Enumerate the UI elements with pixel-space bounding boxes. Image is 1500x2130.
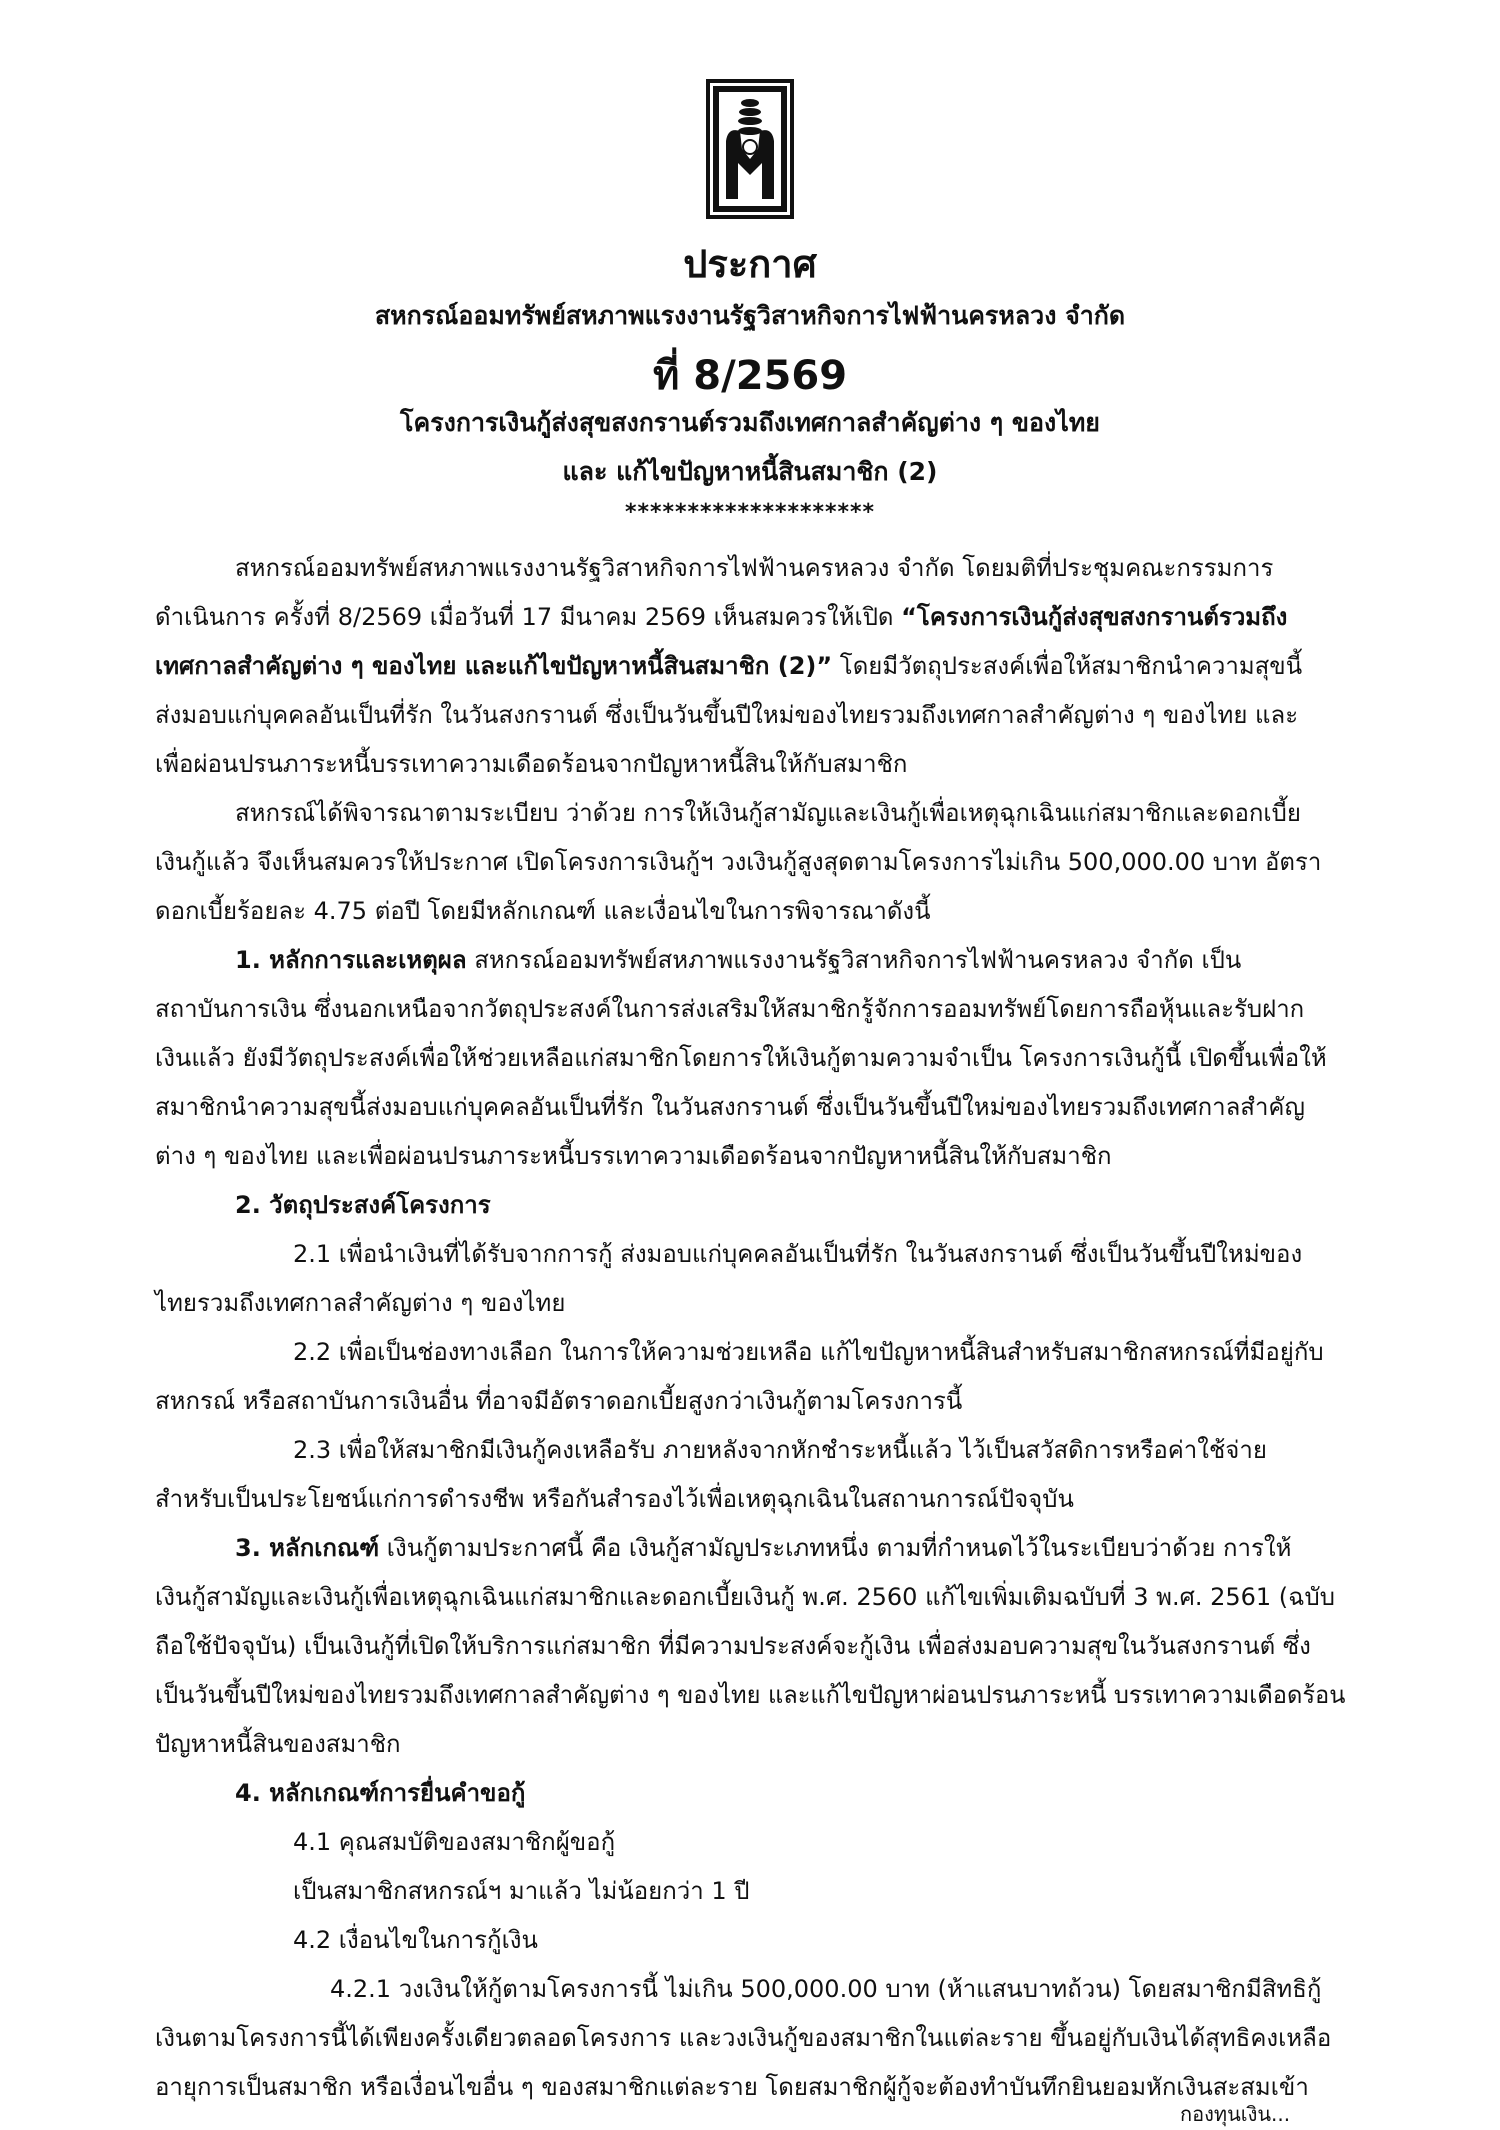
project-name-bold: เทศกาลสำคัญต่าง ๆ ของไทย และแก้ไขปัญหาหนี้สินสมาชิก (2)”: [155, 652, 833, 680]
paragraph-line: สหกรณ์ออมทรัพย์สหภาพแรงงานรัฐวิสาหกิจการไฟฟ้านครหลวง จำกัด โดยมติที่ประชุมคณะกรรมการ: [235, 554, 1274, 582]
paragraph-line: สหกรณ์ได้พิจารณาตามระเบียบ ว่าด้วย การให้เงินกู้สามัญและเงินกู้เพื่อเหตุฉุกเฉินแก่สมาชิกและดอกเบี้ย: [235, 799, 1301, 827]
project-title-line2: และ แก้ไขปัญหาหนี้สินสมาชิก (2): [562, 457, 938, 486]
list-item: 2.3 เพื่อให้สมาชิกมีเงินกู้คงเหลือรับ ภายหลังจากหักชำระหนี้แล้ว ไว้เป็นสวัสดิการหรือค่าใช้จ่าย: [293, 1436, 1267, 1464]
section-heading: 4. หลักเกณฑ์การยื่นคำขอกู้: [235, 1779, 526, 1807]
section-3: [235, 1528, 1291, 1567]
section-1: [235, 940, 1241, 979]
paragraph-line: เงินแล้ว ยังมีวัตถุประสงค์เพื่อให้ช่วยเหลือแก่สมาชิกโดยการให้เงินกู้ตามความจำเป็น โครงการเงินกู้นี้ เปิดขึ้นเพื่อให้: [155, 1044, 1327, 1072]
paragraph-line: [155, 597, 1287, 636]
paragraph-line: สมาชิกนำความสุขนี้ส่งมอบแก่บุคคลอันเป็นที่รัก ในวันสงกรานต์ ซึ่งเป็นวันขึ้นปีใหม่ของไทยรวมถึงเทศกาลสำคัญ: [155, 1093, 1305, 1121]
paragraph-line: เป็นสมาชิกสหกรณ์ฯ มาแล้ว ไม่น้อยกว่า 1 ปี: [293, 1877, 750, 1905]
announcement-number: ที่ 8/2569: [652, 353, 848, 399]
paragraph-line: ส่งมอบแก่บุคคลอันเป็นที่รัก ในวันสงกรานต์ ซึ่งเป็นวันขึ้นปีใหม่ของไทยรวมถึงเทศกาลสำคัญต่าง ๆ ของไทย และ: [155, 701, 1299, 729]
continuation-text: กองทุนเงิน...: [1180, 2102, 1291, 2126]
text-run: โดยมีวัตถุประสงค์เพื่อให้สมาชิกนำความสุขนี้: [832, 652, 1303, 680]
paragraph-line: [155, 646, 1302, 685]
paragraph-line: เงินกู้สามัญและเงินกู้เพื่อเหตุฉุกเฉินแก่สมาชิกและดอกเบี้ยเงินกู้ พ.ศ. 2560 แก้ไขเพิ่มเติมฉบับที่ 3 พ.ศ. 2561 (ฉบับ: [155, 1583, 1335, 1611]
paragraph-line: ปัญหาหนี้สินของสมาชิก: [155, 1730, 401, 1758]
paragraph-line: ดอกเบี้ยร้อยละ 4.75 ต่อปี โดยมีหลักเกณฑ์ และเงื่อนไขในการพิจารณาดังนี้: [155, 897, 931, 925]
document-title: ประกาศ: [683, 242, 817, 286]
text-run: สหกรณ์ออมทรัพย์สหภาพแรงงานรัฐวิสาหกิจการไฟฟ้านครหลวง จำกัด เป็น: [466, 946, 1242, 974]
paragraph-line: ต่าง ๆ ของไทย และเพื่อผ่อนปรนภาระหนี้บรรเทาความเดือดร้อนจากปัญหาหนี้สินให้กับสมาชิก: [155, 1142, 1112, 1170]
separator: ********************: [624, 500, 876, 525]
text-run: ดำเนินการ ครั้งที่ 8/2569 เมื่อวันที่ 17 มีนาคม 2569 เห็นสมควรให้เปิด: [155, 603, 902, 631]
section-heading: 3. หลักเกณฑ์: [235, 1534, 380, 1562]
paragraph-line: เพื่อผ่อนปรนภาระหนี้บรรเทาความเดือดร้อนจากปัญหาหนี้สินให้กับสมาชิก: [155, 750, 908, 778]
paragraph-line: อายุการเป็นสมาชิก หรือเงื่อนไขอื่น ๆ ของสมาชิกแต่ละราย โดยสมาชิกผู้กู้จะต้องทำบันทึกยินยอมหักเงินสะสมเข้า: [155, 2073, 1309, 2101]
section-heading: 1. หลักการและเหตุผล: [235, 946, 467, 974]
list-item: 4.2.1 วงเงินให้กู้ตามโครงการนี้ ไม่เกิน 500,000.00 บาท (ห้าแสนบาทถ้วน) โดยสมาชิกมีสิทธิกู้: [330, 1975, 1322, 2003]
project-name-bold: “โครงการเงินกู้ส่งสุขสงกรานต์รวมถึง: [901, 603, 1288, 631]
list-item: 4.2 เงื่อนไขในการกู้เงิน: [293, 1926, 538, 1954]
text-run: เงินกู้ตามประกาศนี้ คือ เงินกู้สามัญประเภทหนึ่ง ตามที่กำหนดไว้ในระเบียบว่าด้วย การให้: [379, 1534, 1292, 1562]
list-item: 2.1 เพื่อนำเงินที่ได้รับจากการกู้ ส่งมอบแก่บุคคลอันเป็นที่รัก ในวันสงกรานต์ ซึ่งเป็นวันขึ้นปีใหม่ของ: [293, 1240, 1303, 1268]
list-item: 2.2 เพื่อเป็นช่องทางเลือก ในการให้ความช่วยเหลือ แก้ไขปัญหาหนี้สินสำหรับสมาชิกสหกรณ์ที่มีอยู่กับ: [293, 1338, 1324, 1366]
list-item: 4.1 คุณสมบัติของสมาชิกผู้ขอกู้: [293, 1828, 616, 1856]
paragraph-line: เป็นวันขึ้นปีใหม่ของไทยรวมถึงเทศกาลสำคัญต่าง ๆ ของไทย และแก้ไขปัญหาผ่อนปรนภาระหนี้ บรรเทาความเดือดร้อน: [155, 1681, 1346, 1709]
organization-name: สหกรณ์ออมทรัพย์สหภาพแรงงานรัฐวิสาหกิจการไฟฟ้านครหลวง จำกัด: [374, 301, 1126, 330]
cooperative-logo: [706, 79, 794, 219]
paragraph-line: สหกรณ์ หรือสถาบันการเงินอื่น ที่อาจมีอัตราดอกเบี้ยสูงกว่าเงินกู้ตามโครงการนี้: [155, 1387, 963, 1415]
paragraph-line: ถือใช้ปัจจุบัน) เป็นเงินกู้ที่เปิดให้บริการแก่สมาชิก ที่มีความประสงค์จะกู้เงิน เพื่อส่งมอบความสุขในวันสงกรานต์ ซึ่ง: [155, 1632, 1311, 1660]
paragraph-line: สถาบันการเงิน ซึ่งนอกเหนือจากวัตถุประสงค์ในการส่งเสริมให้สมาชิกรู้จักการออมทรัพย์โดยการถือหุ้นและรับฝาก: [155, 995, 1305, 1023]
section-heading: 2. วัตถุประสงค์โครงการ: [235, 1191, 491, 1219]
paragraph-line: ไทยรวมถึงเทศกาลสำคัญต่าง ๆ ของไทย: [155, 1289, 566, 1317]
paragraph-line: เงินกู้แล้ว จึงเห็นสมควรให้ประกาศ เปิดโครงการเงินกู้ฯ วงเงินกู้สูงสุดตามโครงการไม่เกิน 500,000.00 บาท อัตรา: [155, 848, 1322, 876]
project-title-line1: โครงการเงินกู้ส่งสุขสงกรานต์รวมถึงเทศกาลสำคัญต่าง ๆ ของไทย: [400, 408, 1100, 437]
paragraph-line: สำหรับเป็นประโยชน์แก่การดำรงชีพ หรือกันสำรองไว้เพื่อเหตุฉุกเฉินในสถานการณ์ปัจจุบัน: [155, 1485, 1074, 1513]
paragraph-line: เงินตามโครงการนี้ได้เพียงครั้งเดียวตลอดโครงการ และวงเงินกู้ของสมาชิกในแต่ละราย ขึ้นอยู่กับเงินได้สุทธิคงเหลือ: [155, 2024, 1332, 2052]
